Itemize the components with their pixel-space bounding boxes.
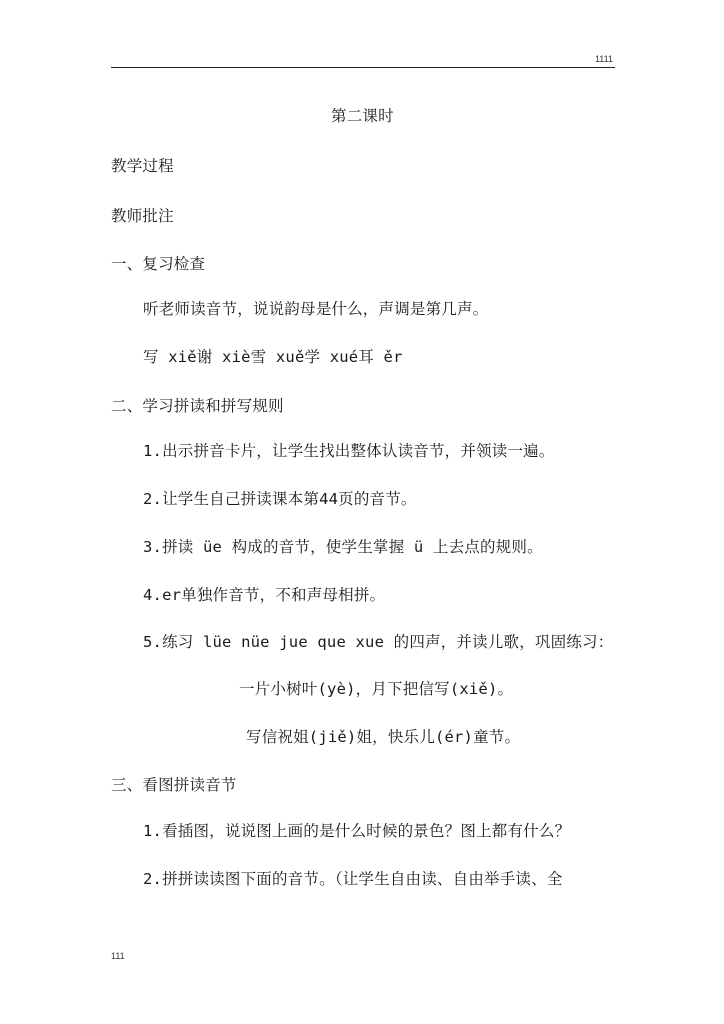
- poem-line: 一片小树叶(yè)，月下把信写(xiě)。: [239, 680, 514, 698]
- part1-line: 听老师读音节，说说韵母是什么，声调是第几声。: [143, 300, 489, 318]
- part3-step: 2.拼拼读读图下面的音节。（让学生自由读、自由举手读、全: [143, 870, 563, 888]
- header-page-number: 1111: [594, 54, 613, 64]
- part2-step: 2.让学生自己拼读课本第44页的音节。: [143, 490, 417, 508]
- part2-step: 3.拼读 üe 构成的音节，使学生掌握 ü 上去点的规则。: [143, 538, 543, 556]
- footer-page-number: 111: [111, 951, 125, 961]
- part1-line: 写 xiě谢 xiè雪 xuě学 xué耳 ěr: [143, 348, 403, 366]
- part2-heading: 二、学习拼读和拼写规则: [111, 397, 284, 415]
- part2-step: 5.练习 lüe nüe jue que xue 的四声，并读儿歌，巩固练习：: [143, 633, 614, 651]
- part1-heading: 一、复习检查: [111, 255, 206, 273]
- poem-line: 写信祝姐(jiě)姐，快乐儿(ér)童节。: [246, 728, 521, 746]
- section-teacher-notes: 教师批注: [111, 207, 174, 225]
- part3-step: 1.看插图，说说图上画的是什么时候的景色？图上都有什么？: [143, 822, 571, 840]
- part2-step: 1.出示拼音卡片，让学生找出整体认读音节，并领读一遍。: [143, 442, 555, 460]
- part2-step: 4.er单独作音节，不和声母相拼。: [143, 586, 386, 604]
- page-title: 第二课时: [331, 107, 394, 125]
- header-divider: [111, 67, 615, 68]
- section-teaching-process: 教学过程: [111, 157, 174, 175]
- part3-heading: 三、看图拼读音节: [111, 776, 237, 794]
